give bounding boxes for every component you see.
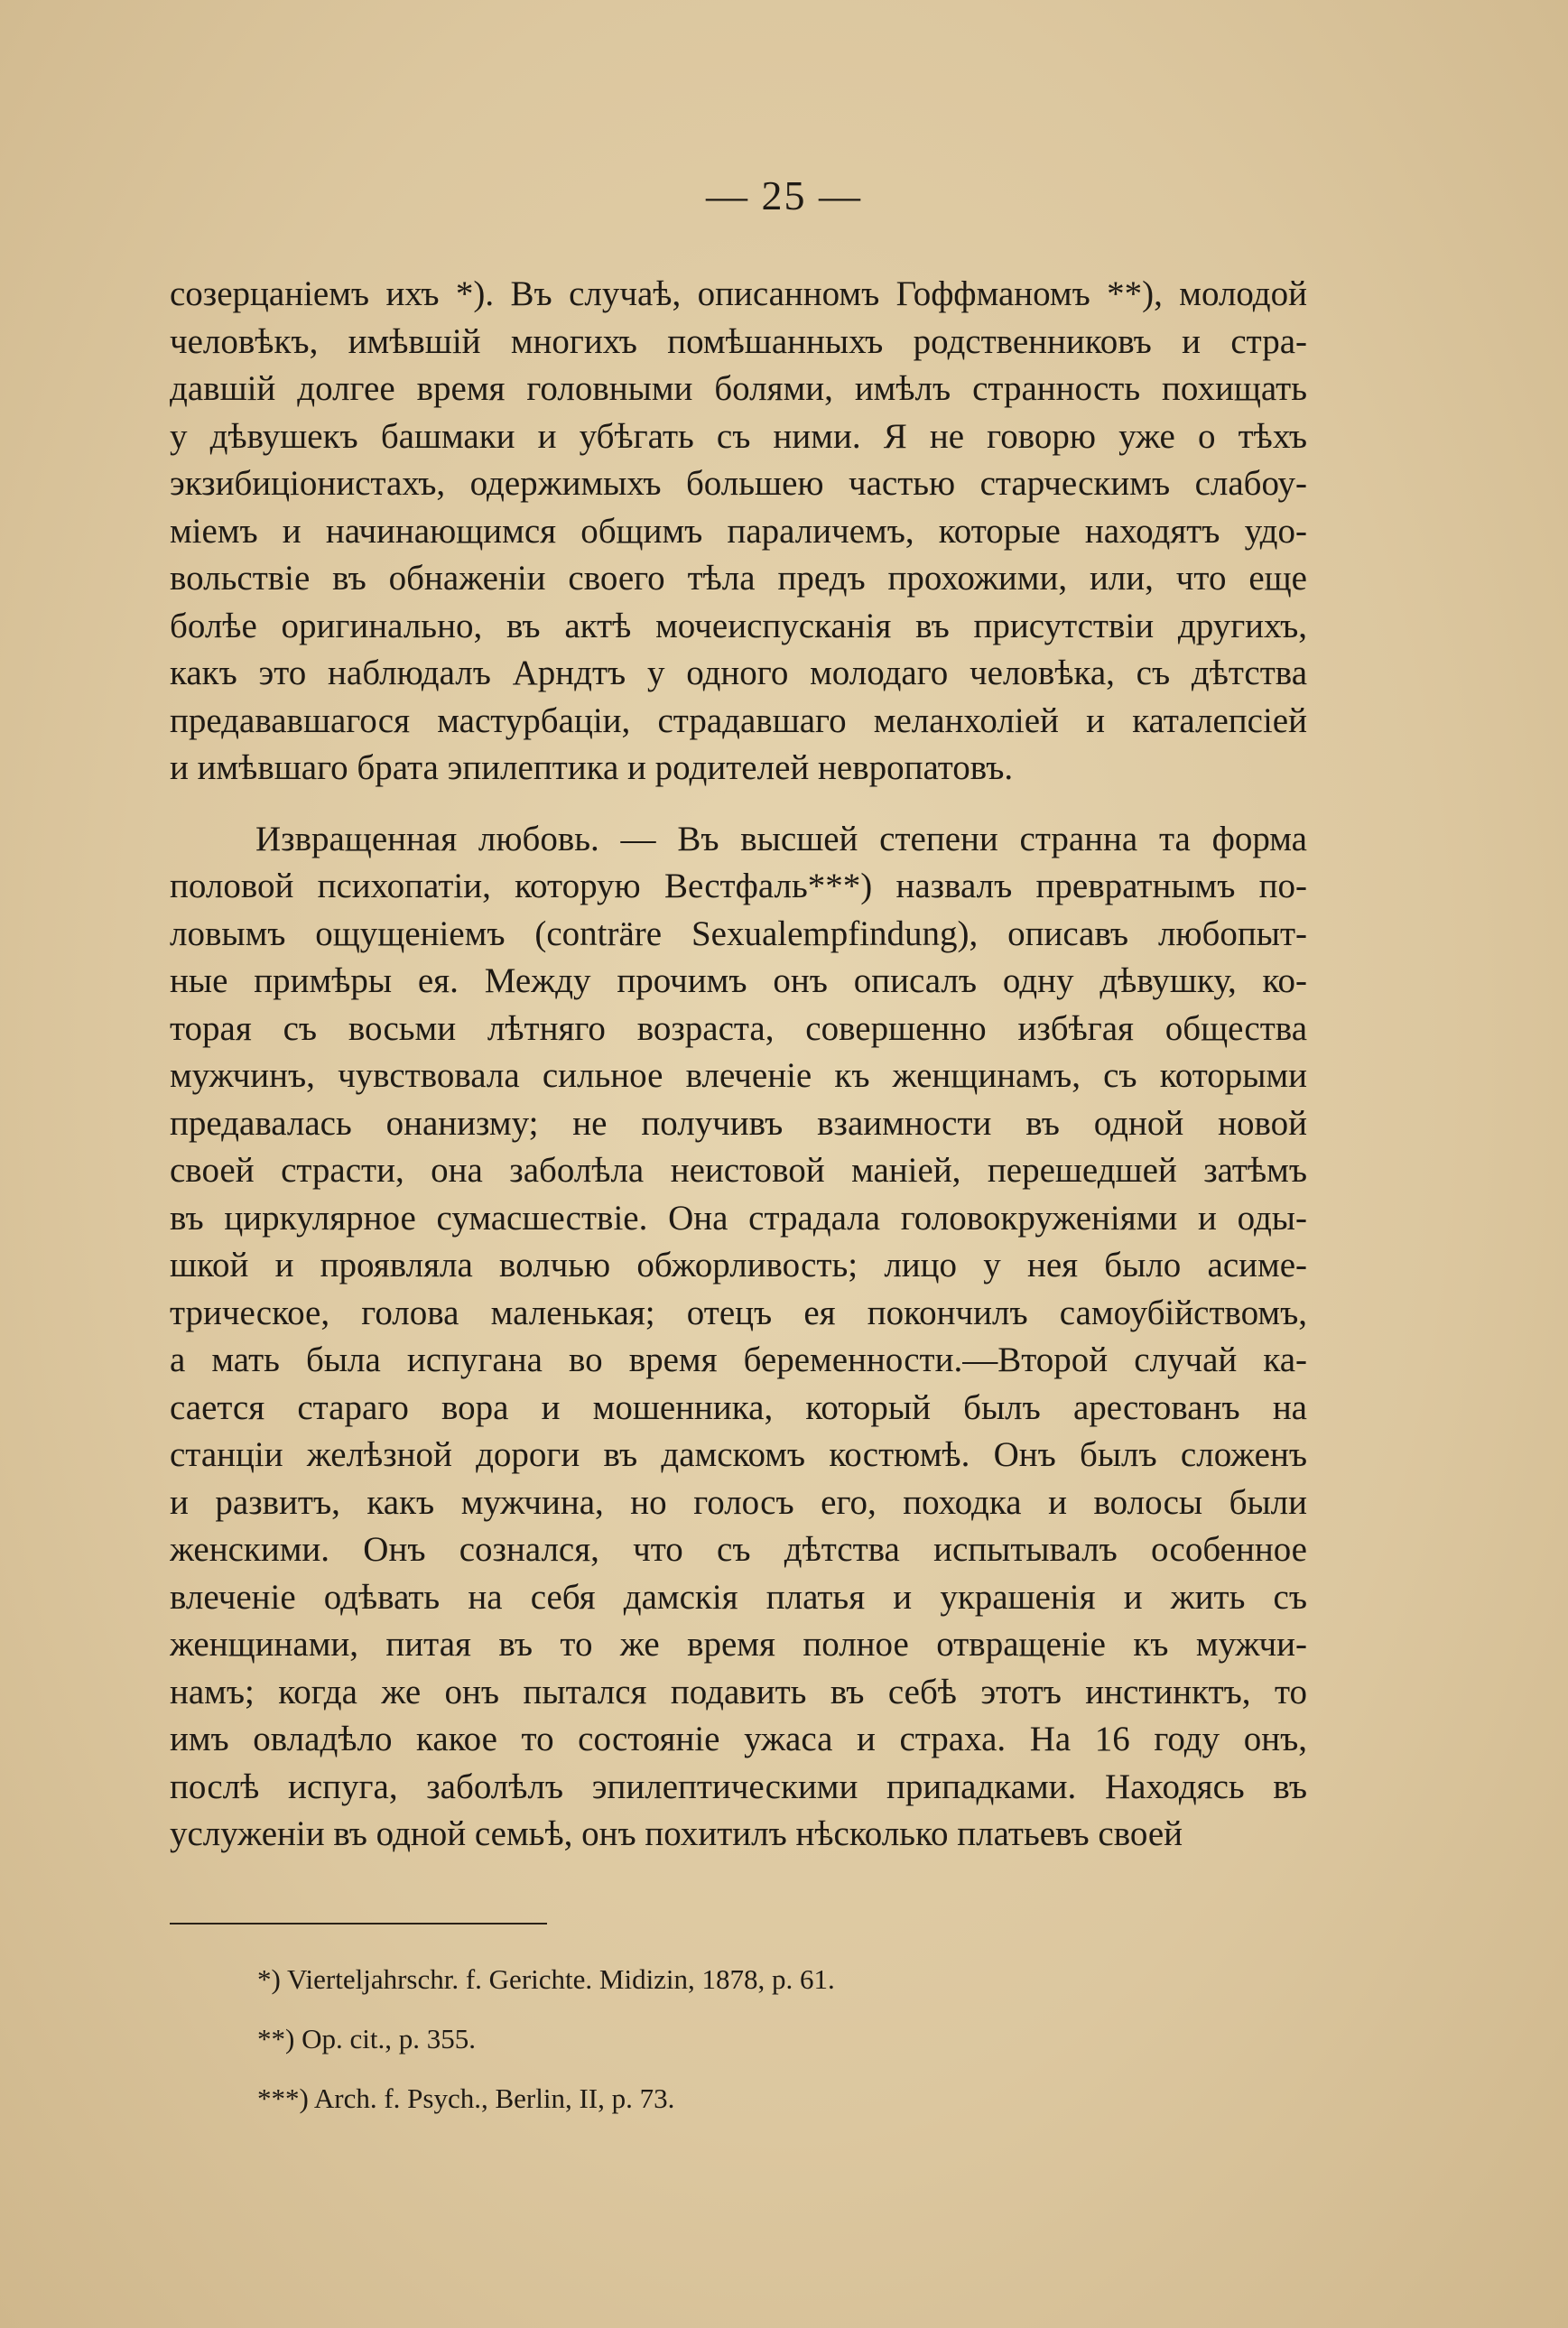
- text-line: женщинами, питая въ то же время полное отвращеніе къ мужчи-: [170, 1625, 1307, 1664]
- text-line: человѣкъ, имѣвшій многихъ помѣшанныхъ родственниковъ и стра-: [170, 321, 1307, 361]
- text-line: и имѣвшаго брата эпилептика и родителей невропатовъ.: [170, 748, 1014, 787]
- text-line: въ циркулярное сумасшествіе. Она страдала головокруженіями и оды-: [170, 1198, 1307, 1238]
- text-line: а мать была испугана во время беременности.—Второй случай ка-: [170, 1340, 1307, 1379]
- paragraph-1: [170, 271, 1307, 793]
- text-line: у дѣвушекъ башмаки и убѣгать съ ними. Я не говорю уже о тѣхъ: [170, 416, 1307, 456]
- text-line: половой психопатіи, которую Вестфаль***) назвалъ превратнымъ по-: [170, 867, 1307, 905]
- text-line: міемъ и начинающимся общимъ параличемъ, которые находятъ удо-: [170, 511, 1307, 551]
- text-line: вольствіе въ обнаженіи своего тѣла предъ прохожими, или, что еще: [170, 559, 1307, 598]
- text-line: услуженіи въ одной семьѣ, онъ похитилъ нѣсколько платьевъ своей: [170, 1814, 1183, 1853]
- text-line: послѣ испуга, заболѣлъ эпилептическими припадками. Находясь въ: [170, 1767, 1307, 1806]
- text-line: торая съ восьми лѣтняго возраста, совершенно избѣгая общества: [170, 1008, 1307, 1048]
- text-line: имъ овладѣло какое то состояніе ужаса и страха. На 16 году онъ,: [170, 1720, 1307, 1758]
- text-line: предавалась онанизму; не получивъ взаимности въ одной новой: [170, 1103, 1307, 1143]
- text-line: трическое, голова маленькая; отецъ ея покончилъ самоубійствомъ,: [170, 1293, 1307, 1332]
- text-line: экзибиціонистахъ, одержимыхъ большею частью старческимъ слабоу-: [170, 464, 1307, 503]
- paragraph-2: [170, 816, 1307, 1859]
- body-text: [170, 271, 1307, 1859]
- footnote-2: **) Op. cit., p. 355.: [257, 2023, 476, 2054]
- text-line: предававшагося мастурбаціи, страдавшаго меланхоліей и каталепсіей: [170, 700, 1307, 740]
- text-line: болѣе оригинально, въ актѣ мочеиспусканія въ присутствіи другихъ,: [170, 606, 1307, 645]
- text-line: какъ это наблюдалъ Арндтъ у одного молодаго человѣка, съ дѣтства: [170, 654, 1307, 692]
- text-line: Извращенная любовь. — Въ высшей степени странна та форма: [255, 819, 1307, 858]
- text-line: намъ; когда же онъ пытался подавить въ себѣ этотъ инстинктъ, то: [170, 1672, 1307, 1711]
- text-line: влеченіе одѣвать на себя дамскія платья и украшенія и жить съ: [170, 1577, 1307, 1617]
- text-line: и развитъ, какъ мужчина, но голосъ его, походка и волосы были: [170, 1482, 1307, 1522]
- text-line: станціи желѣзной дороги въ дамскомъ костюмѣ. Онъ былъ сложенъ: [170, 1435, 1307, 1474]
- footnotes: [257, 1950, 1250, 2129]
- text-line: ные примѣры ея. Между прочимъ онъ описалъ одну дѣвушку, ко-: [170, 961, 1307, 1000]
- footnote-1: *) Vierteljahrschr. f. Gerichte. Midizin, 1878, p. 61.: [257, 1963, 835, 1995]
- text-line: шкой и проявляла волчью обжорливость; лицо у нея было асиме-: [170, 1246, 1307, 1285]
- text-line: женскими. Онъ сознался, что съ дѣтства испытывалъ особенное: [170, 1530, 1307, 1569]
- text-line: мужчинъ, чувствовала сильное влеченіе къ женщинамъ, съ которыми: [170, 1056, 1307, 1095]
- text-line: созерцаніемъ ихъ *). Въ случаѣ, описанномъ Гоффманомъ **), молодой: [170, 274, 1307, 313]
- text-line: давшій долгее время головными болями, имѣлъ странность похищать: [170, 369, 1307, 408]
- page-number: — 25 —: [706, 172, 862, 218]
- footnote-3: ***) Arch. f. Psych., Berlin, II, p. 73.: [257, 2082, 675, 2114]
- text-line: ловымъ ощущеніемъ (conträre Sexualempfindung), описавъ любопыт-: [170, 914, 1307, 953]
- footnote-divider: [170, 1923, 547, 1925]
- text-line: своей страсти, она заболѣла неистовой маніей, перешедшей затѣмъ: [170, 1151, 1307, 1190]
- text-line: сается стараго вора и мошенника, который былъ арестованъ на: [170, 1387, 1307, 1427]
